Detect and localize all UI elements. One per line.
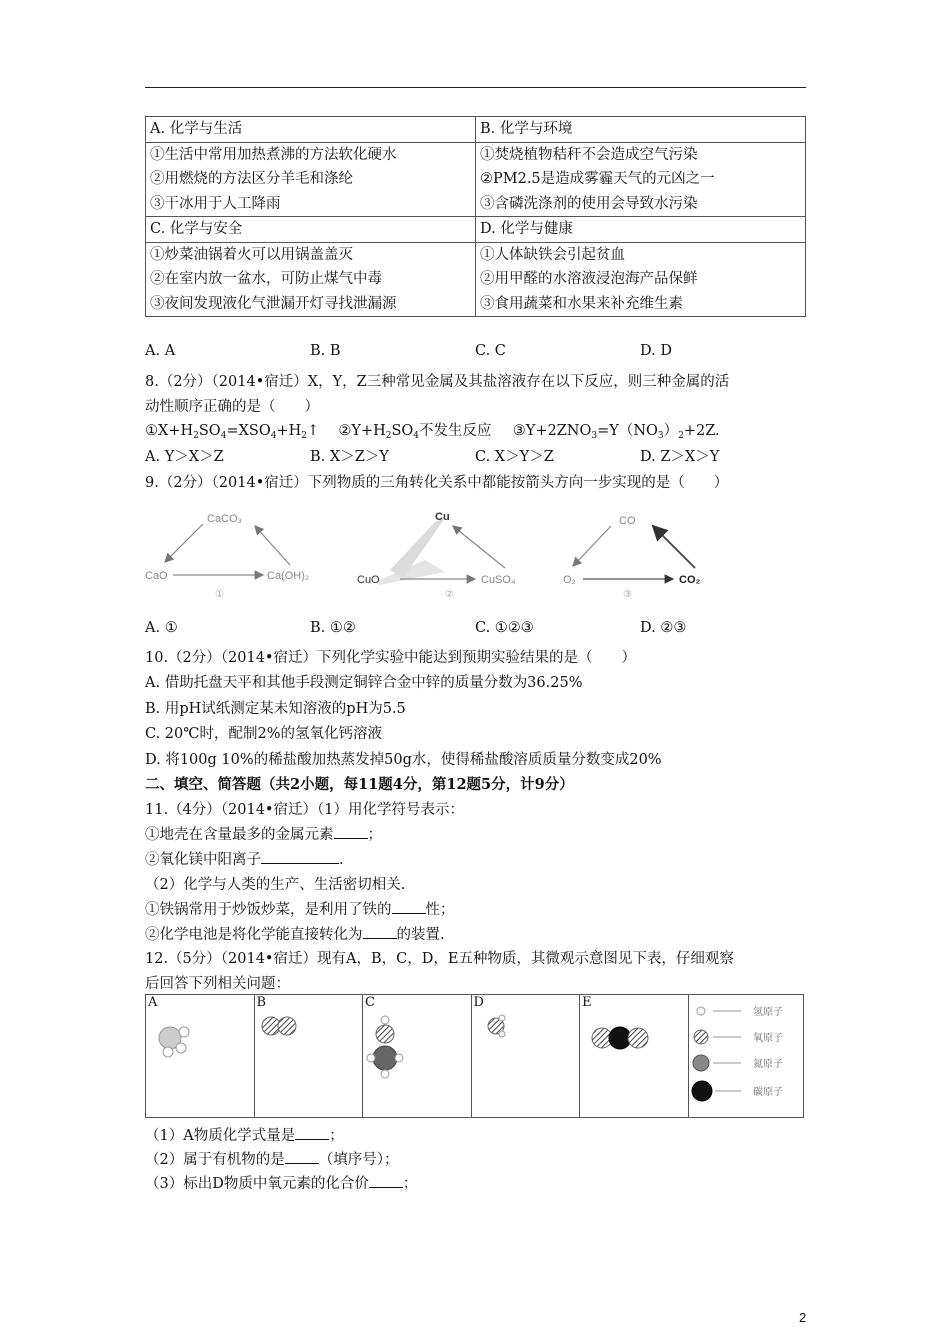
question-12-q2: （2）属于有机物的是 （填序号）； <box>145 1148 398 1169</box>
question-8-stem: 8.（2分）（2014•宿迁）X，Y，Z三种常见金属及其盐溶液存在以下反应，则三种金属的活 <box>145 374 730 390</box>
molecule-b <box>257 1010 337 1050</box>
column-label: C <box>365 995 375 1010</box>
diagram-1 <box>145 513 309 600</box>
triangle-diagrams <box>145 500 715 610</box>
cell-item: ①炒菜油锅着火可以用锅盖盖灭 <box>150 246 353 263</box>
option-c: C. 20℃时，配制2%的氢氧化钙溶液 <box>145 726 382 742</box>
option-a: A. A <box>145 343 176 359</box>
molecule-e <box>582 1010 682 1060</box>
question-8-stem-cont: 动性顺序正确的是（ ） <box>145 399 319 415</box>
molecule-e-cell <box>580 995 689 1118</box>
atom-legend <box>691 995 801 1113</box>
molecule-table <box>145 994 804 1118</box>
diagram-3-right: CO₂ <box>679 574 701 586</box>
question-11-a1: ①地壳在含量最多的金属元素 ； <box>145 823 382 844</box>
diagram-2-left: CuO <box>357 574 380 586</box>
legend-nitrogen: 氮原子 <box>753 1059 783 1070</box>
diagram-3-top: CO <box>619 515 636 527</box>
cell-item: ①生活中常用加热煮沸的方法软化硬水 <box>150 146 397 163</box>
legend-cell <box>689 995 804 1118</box>
cell-item: ③干冰用于人工降雨 <box>150 195 281 212</box>
cell-b <box>476 117 806 143</box>
cell-a <box>146 117 476 143</box>
cell-item: ②在室内放一盆水，可防止煤气中毒 <box>150 271 382 287</box>
diagram-3-left: O₂ <box>563 574 576 586</box>
option-d: D. Z＞X＞Y <box>640 449 720 465</box>
answer-blank[interactable] <box>285 1149 319 1164</box>
diagram-2 <box>357 511 516 600</box>
option-a: A. ① <box>145 620 178 636</box>
cell-item: ②用燃烧的方法区分羊毛和涤纶 <box>150 171 353 187</box>
option-b: B. ①② <box>310 620 356 636</box>
column-label: A <box>148 995 158 1010</box>
cell-title: D. 化学与健康 <box>480 221 573 237</box>
question-12-stem-cont: 后回答下列相关问题： <box>145 976 290 992</box>
cell-title: C. 化学与安全 <box>150 221 243 237</box>
diagram-3-label: ③ <box>623 589 632 600</box>
option-d: D. D <box>640 343 672 359</box>
option-c: C. C <box>475 343 506 359</box>
molecule-a-cell <box>146 995 255 1118</box>
diagram-1-top: CaCO₃ <box>207 513 243 525</box>
diagram-2-top: Cu <box>435 511 450 523</box>
molecule-d-cell <box>471 995 580 1118</box>
answer-blank[interactable] <box>261 849 339 864</box>
question-11-stem: 11.（4分）（2014•宿迁）（1）用化学符号表示： <box>145 802 464 818</box>
question-11-a2: ②氧化镁中阳离子 . <box>145 848 344 869</box>
question-12-q1: （1）A物质化学式量是 ； <box>145 1124 344 1145</box>
question-11-b2: ②化学电池是将化学能直接转化为 的装置. <box>145 923 445 944</box>
option-a: A. Y＞X＞Z <box>145 449 224 465</box>
answer-blank[interactable] <box>369 1173 403 1188</box>
cell-item: ③夜间发现液化气泄漏开灯寻找泄漏源 <box>150 295 397 312</box>
knowledge-table <box>145 116 806 317</box>
cell-item: ②用甲醛的水溶液浸泡海产品保鲜 <box>480 271 698 287</box>
diagram-2-right: CuSO₄ <box>481 574 516 586</box>
cell-item: ①人体缺铁会引起贫血 <box>480 246 625 263</box>
cell-title: A. 化学与生活 <box>150 121 243 137</box>
cell-item: ②PM2.5是造成雾霾天气的元凶之一 <box>480 171 715 187</box>
question-11-b1: ①铁锅常用于炒饭炒菜，是利用了铁的 性； <box>145 898 455 919</box>
question-11-part2: （2）化学与人类的生产、生活密切相关. <box>145 877 406 893</box>
option-b: B. B <box>310 343 341 359</box>
question-10-stem: 10.（2分）（2014•宿迁）下列化学实验中能达到预期实验结果的是（ ） <box>145 650 636 666</box>
question-8-reactions: $①X+H_2SO_4=XSO_4+H_2↑$ $②Y+H_2SO_4$不发生反应 $③Y+2ZNO_3=Y(NO_3)_2+2Z$. <box>145 423 720 441</box>
diagram-2-label: ② <box>445 589 454 600</box>
section-heading: 二、填空、简答题（共2小题，每11题4分，第12题5分，计9分） <box>145 776 574 793</box>
diagram-1-label: ① <box>215 589 224 600</box>
molecule-b-cell <box>254 995 363 1118</box>
question-9-stem: 9.（2分）（2014•宿迁）下列物质的三角转化关系中都能按箭头方向一步实现的是（ ） <box>145 475 729 491</box>
page-number: 2 <box>799 1310 807 1325</box>
option-c: C. ①②③ <box>475 620 534 636</box>
column-label: B <box>256 995 267 1010</box>
option-d: D. 将100g 10%的稀盐酸加热蒸发掉50g水，使得稀盐酸溶质质量分数变成20% <box>145 752 662 768</box>
legend-carbon: 碳原子 <box>753 1087 783 1098</box>
answer-blank[interactable] <box>295 1125 329 1140</box>
question-12-stem: 12.（5分）（2014•宿迁）现有A，B，C，D，E五种物质，其微观示意图见下表，仔细观察 <box>145 951 734 967</box>
cell-title: B. 化学与环境 <box>480 121 573 137</box>
option-b: B. 用pH试纸测定某未知溶液的pH为5.5 <box>145 701 406 717</box>
molecule-a <box>148 1010 228 1070</box>
option-c: C. X＞Y＞Z <box>475 449 554 465</box>
molecule-c <box>365 1010 445 1110</box>
cell-item: ③含磷洗涤剂的使用会导致水污染 <box>480 195 698 212</box>
header-rule <box>145 87 806 88</box>
answer-blank[interactable] <box>363 924 397 939</box>
legend-hydrogen: 氢原子 <box>753 1007 783 1018</box>
option-b: B. X＞Z＞Y <box>310 449 389 465</box>
cell-d <box>476 217 806 243</box>
legend-oxygen: 氧原子 <box>753 1033 783 1044</box>
cell-item: ③食用蔬菜和水果来补充维生素 <box>480 295 683 312</box>
column-label: E <box>582 995 592 1010</box>
option-a: A. 借助托盘天平和其他手段测定铜锌合金中锌的质量分数为36.25% <box>145 675 583 691</box>
diagram-1-left: CaO <box>145 570 168 582</box>
molecule-d <box>474 1010 554 1060</box>
diagram-3 <box>563 515 701 600</box>
cell-c <box>146 217 476 243</box>
option-d: D. ②③ <box>640 620 687 636</box>
question-12-q3: （3）标出D物质中氧元素的化合价 ； <box>145 1172 417 1193</box>
molecule-c-cell <box>363 995 472 1118</box>
answer-blank[interactable] <box>392 899 426 914</box>
column-label: D <box>473 995 484 1010</box>
diagram-1-right: Ca(OH)₂ <box>267 570 310 582</box>
answer-blank[interactable] <box>334 824 368 839</box>
cell-item: ①焚烧植物秸秆不会造成空气污染 <box>480 146 698 163</box>
